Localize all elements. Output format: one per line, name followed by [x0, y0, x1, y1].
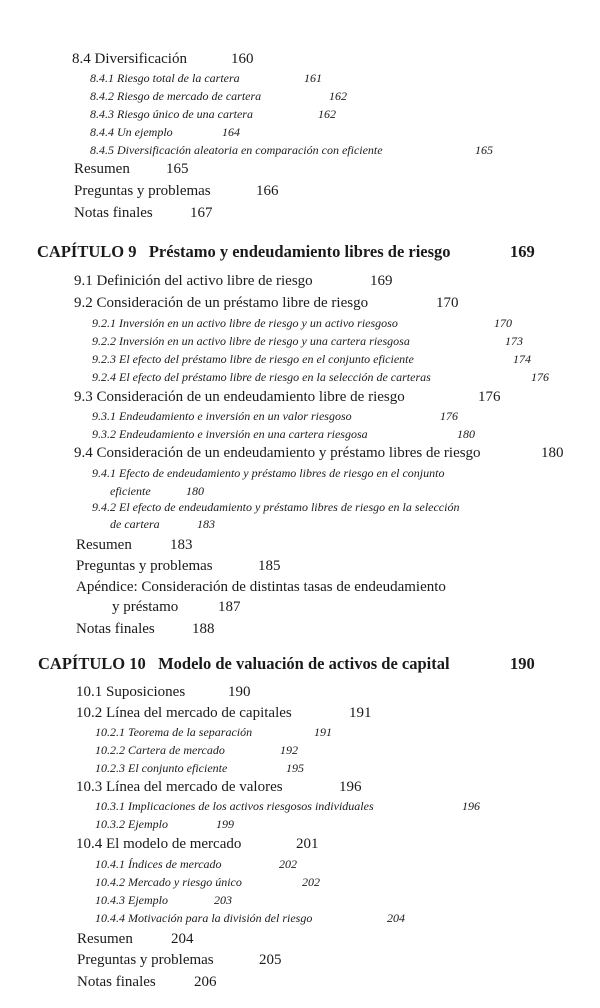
toc-section-9-3: 9.3 Consideración de un endeudamiento libre de riesgo [74, 389, 405, 405]
toc-page-10-1: 190 [228, 684, 251, 700]
toc-page-10-4-1: 202 [279, 857, 297, 871]
toc-page-10-3: 196 [339, 779, 362, 795]
toc-section-10-2: 10.2 Línea del mercado de capitales [76, 705, 292, 721]
toc-chapter-10: CAPÍTULO 10 Modelo de valuación de activos de capital [38, 654, 450, 673]
toc-sub-9-3-1: 9.3.1 Endeudamiento e inversión en un valor riesgoso [92, 409, 352, 423]
toc-sub-10-2-3: 10.2.3 El conjunto eficiente [95, 761, 228, 775]
toc-section-8-4: 8.4 Diversificación [72, 51, 187, 67]
toc-apendice-9-line2: y préstamo [112, 599, 179, 615]
toc-page-9-2-2: 173 [505, 334, 523, 348]
toc-page-10-3-1: 196 [462, 799, 480, 813]
toc-page-9-2-1: 170 [494, 316, 512, 330]
toc-sub-9-4-2-line1: 9.4.2 El efecto de endeudamiento y préstamo libres de riesgo en la selección [92, 500, 460, 514]
toc-sub-8-4-1: 8.4.1 Riesgo total de la cartera [90, 71, 240, 85]
toc-page-10-2-2: 192 [280, 743, 298, 757]
toc-sub-10-4-4: 10.4.4 Motivación para la división del riesgo [95, 911, 313, 925]
toc-page-8-4-3: 162 [318, 107, 336, 121]
toc-page-9-4-2: 183 [197, 517, 215, 531]
toc-page-10-4: 201 [296, 836, 319, 852]
toc-resumen-8: Resumen [74, 161, 130, 177]
toc-sub-9-4-1-line2: eficiente [110, 484, 151, 498]
toc-sub-10-4-2: 10.4.2 Mercado y riesgo único [95, 875, 242, 889]
toc-resumen-10: Resumen [77, 931, 133, 947]
toc-sub-9-4-1-line1: 9.4.1 Efecto de endeudamiento y préstamo libres de riesgo en el conjunto [92, 466, 445, 480]
toc-page-notas-8: 167 [190, 205, 213, 221]
toc-page-notas-9: 188 [192, 621, 215, 637]
toc-page-9-4: 180 [541, 445, 564, 461]
toc-notas-9: Notas finales [76, 621, 155, 637]
toc-page-9-2: 170 [436, 295, 459, 311]
toc-sub-10-4-1: 10.4.1 Índices de mercado [95, 857, 222, 871]
toc-page-preguntas-10: 205 [259, 952, 282, 968]
toc-page-10-4-2: 202 [302, 875, 320, 889]
toc-page-notas-10: 206 [194, 974, 217, 990]
toc-sub-10-3-2: 10.3.2 Ejemplo [95, 817, 168, 831]
toc-sub-8-4-3: 8.4.3 Riesgo único de una cartera [90, 107, 253, 121]
toc-page-8-4: 160 [231, 51, 254, 67]
toc-page-resumen-8: 165 [166, 161, 189, 177]
toc-section-10-4: 10.4 El modelo de mercado [76, 836, 242, 852]
toc-sub-9-2-1: 9.2.1 Inversión en un activo libre de riesgo y un activo riesgoso [92, 316, 398, 330]
toc-preguntas-10: Preguntas y problemas [77, 952, 214, 968]
toc-sub-10-3-1: 10.3.1 Implicaciones de los activos riesgosos individuales [95, 799, 374, 813]
toc-page-preguntas-8: 166 [256, 183, 279, 199]
toc-page-9-3-2: 180 [457, 427, 475, 441]
toc-section-9-2: 9.2 Consideración de un préstamo libre de riesgo [74, 295, 369, 311]
toc-chapter-9: CAPÍTULO 9 Préstamo y endeudamiento libres de riesgo [37, 242, 451, 261]
toc-section-9-4: 9.4 Consideración de un endeudamiento y préstamo libres de riesgo [74, 445, 481, 461]
toc-notas-10: Notas finales [77, 974, 156, 990]
toc-sub-10-2-1: 10.2.1 Teorema de la separación [95, 725, 253, 739]
toc-sub-8-4-2: 8.4.2 Riesgo de mercado de cartera [90, 89, 262, 103]
toc-page-10-2-3: 195 [286, 761, 304, 775]
toc-page-10-2-1: 191 [314, 725, 332, 739]
toc-preguntas-9: Preguntas y problemas [76, 558, 213, 574]
toc-sub-8-4-5: 8.4.5 Diversificación aleatoria en comparación con eficiente [90, 143, 383, 157]
toc-section-10-1: 10.1 Suposiciones [76, 684, 186, 700]
toc-page-apendice-9: 187 [218, 599, 241, 615]
toc-page-9-4-1: 180 [186, 484, 204, 498]
toc-page-chapter-9: 169 [510, 242, 535, 261]
toc-page-10-3-2: 199 [216, 817, 234, 831]
toc-sub-9-4-2-line2: de cartera [110, 517, 160, 531]
toc-sub-8-4-4: 8.4.4 Un ejemplo [90, 125, 173, 139]
toc-sub-10-4-3: 10.4.3 Ejemplo [95, 893, 168, 907]
toc-notas-8: Notas finales [74, 205, 153, 221]
toc-page-8-4-5: 165 [475, 143, 493, 157]
toc-section-9-1: 9.1 Definición del activo libre de riesgo [74, 273, 313, 289]
toc-page-9-3-1: 176 [440, 409, 458, 423]
toc-page-8-4-1: 161 [304, 71, 322, 85]
toc-page-9-3: 176 [478, 389, 501, 405]
toc-sub-10-2-2: 10.2.2 Cartera de mercado [95, 743, 225, 757]
toc-page-resumen-10: 204 [171, 931, 194, 947]
toc-sub-9-2-2: 9.2.2 Inversión en un activo libre de riesgo y una cartera riesgosa [92, 334, 410, 348]
toc-apendice-9-line1: Apéndice: Consideración de distintas tasas de endeudamiento [76, 579, 446, 595]
toc-page-10-4-3: 203 [214, 893, 232, 907]
toc-page-8-4-4: 164 [222, 125, 240, 139]
toc-page-9-1: 169 [370, 273, 393, 289]
toc-sub-9-2-4: 9.2.4 El efecto del préstamo libre de riesgo en la selección de carteras [92, 370, 431, 384]
toc-page-10-4-4: 204 [387, 911, 405, 925]
toc-page-8-4-2: 162 [329, 89, 347, 103]
toc-page-9-2-3: 174 [513, 352, 531, 366]
toc-section-10-3: 10.3 Línea del mercado de valores [76, 779, 283, 795]
toc-page-chapter-10: 190 [510, 654, 535, 673]
toc-resumen-9: Resumen [76, 537, 132, 553]
toc-page-preguntas-9: 185 [258, 558, 281, 574]
toc-sub-9-2-3: 9.2.3 El efecto del préstamo libre de riesgo en el conjunto eficiente [92, 352, 414, 366]
toc-page-9-2-4: 176 [531, 370, 549, 384]
toc-page-10-2: 191 [349, 705, 372, 721]
toc-preguntas-8: Preguntas y problemas [74, 183, 211, 199]
toc-sub-9-3-2: 9.3.2 Endeudamiento e inversión en una cartera riesgosa [92, 427, 368, 441]
toc-page-resumen-9: 183 [170, 537, 193, 553]
